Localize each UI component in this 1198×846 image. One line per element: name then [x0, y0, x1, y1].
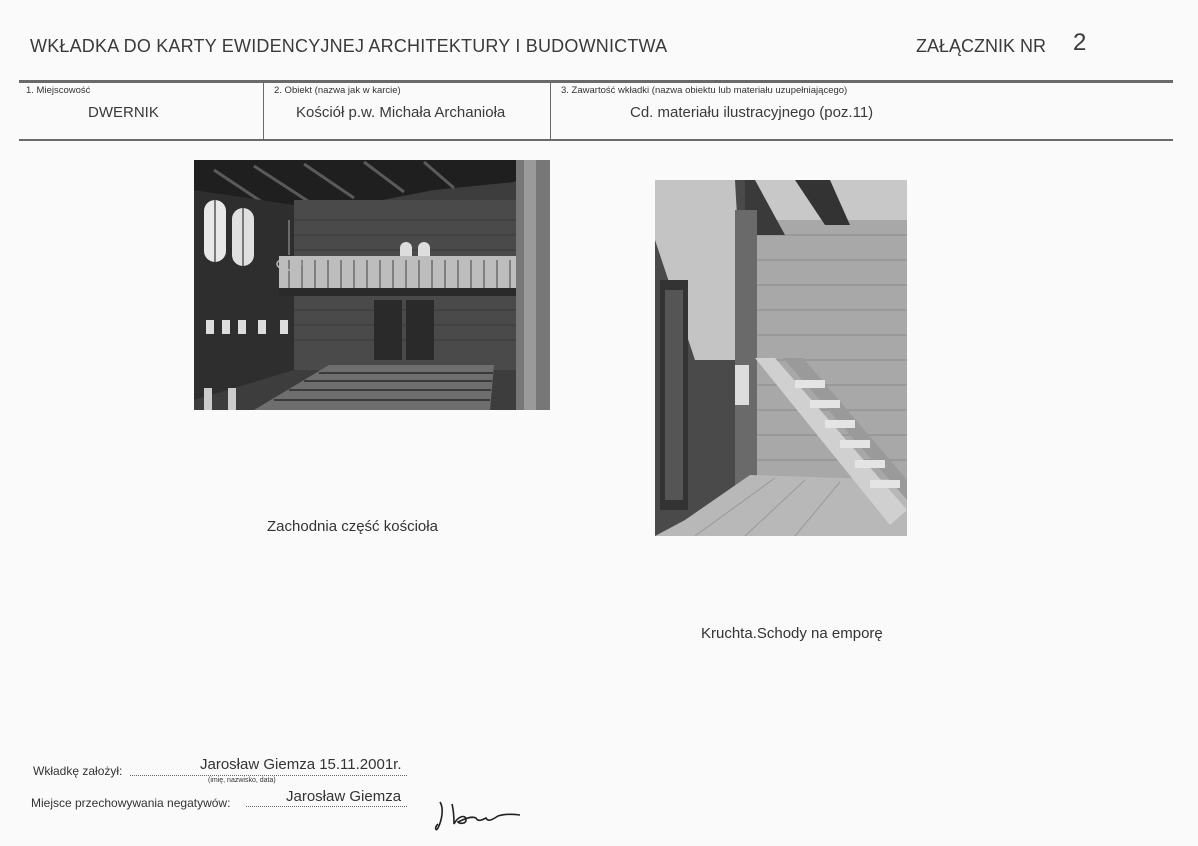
- field-value-locality: DWERNIK: [88, 104, 159, 121]
- storage-value: Jarosław Giemza: [286, 788, 402, 805]
- field-label-locality: 1. Miejscowość: [26, 85, 91, 96]
- field-label-object: 2. Obiekt (nazwa jak w karcie): [274, 85, 401, 96]
- table-top-rule: [19, 80, 1173, 83]
- author-value: Jarosław Giemza 15.11.2001r.: [200, 756, 402, 773]
- photo-porch-stairs: [655, 180, 907, 536]
- storage-dotted-line: [246, 806, 407, 807]
- field-label-content: 3. Zawartość wkładki (nazwa obiektu lub materiału uzupełniającego): [561, 85, 848, 96]
- storage-label: Miejsce przechowywania negatywów:: [31, 796, 231, 810]
- table-divider: [550, 82, 551, 139]
- form-title: WKŁADKA DO KARTY EWIDENCYJNEJ ARCHITEKTURY I BUDOWNICTWA: [30, 36, 668, 56]
- annex-label: ZAŁĄCZNIK NR: [916, 36, 1047, 56]
- field-value-object: Kościół p.w. Michała Archanioła: [296, 104, 506, 121]
- photo-caption: Zachodnia część kościoła: [267, 518, 438, 535]
- annex-number: 2: [1073, 29, 1087, 56]
- author-label: Wkładkę założył:: [33, 764, 123, 778]
- author-dotted-line: [130, 775, 407, 776]
- field-value-content: Cd. materiału ilustracyjnego (poz.11): [630, 104, 874, 121]
- author-note: (imię, nazwisko, data): [208, 777, 276, 784]
- handwritten-signature: [432, 798, 522, 834]
- table-divider: [263, 82, 264, 139]
- photo-caption: Kruchta.Schody na emporę: [701, 625, 883, 642]
- photo-church-interior: [194, 160, 550, 410]
- table-bottom-rule: [19, 139, 1173, 141]
